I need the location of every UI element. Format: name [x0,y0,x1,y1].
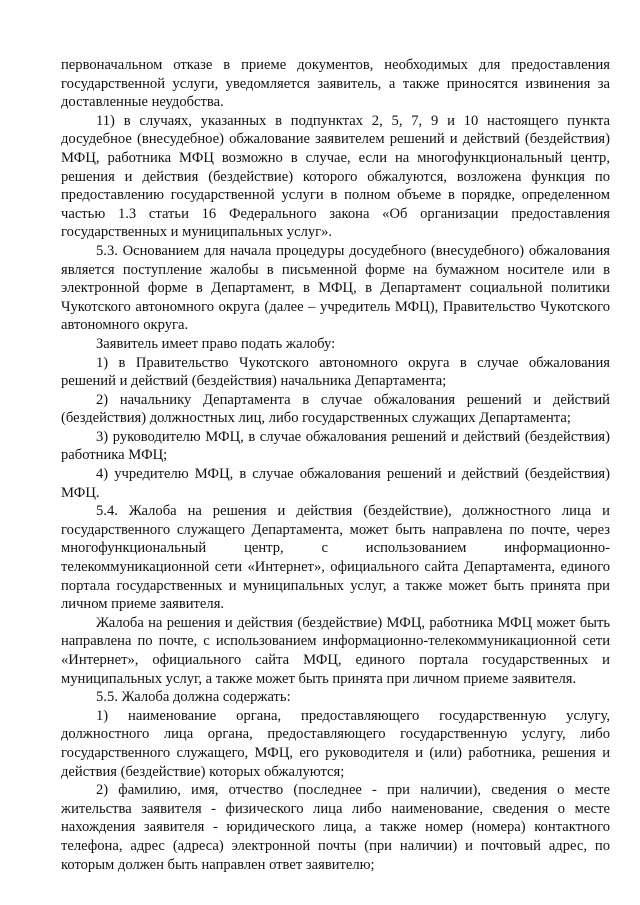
paragraph-list-item-2: 2) начальнику Департамента в случае обжалования решений и действий (бездействия) должностных лиц, либо государственных служащих Департамента; [61,391,610,427]
paragraph-item-11: 11) в случаях, указанных в подпунктах 2, 5, 7, 9 и 10 настоящего пункта досудебное (внесудебное) обжалование заявителем решений и действий (бездействия) МФЦ, работника МФЦ возможно в случае, если на многофункциональный центр, решения и действия (бездействие) которого обжалуются, возложена функция по предоставлению государственной услуги в полном объеме в порядке, определенном частью 1.3 статьи 16 Федерального закона «Об организации предоставления государственных и муниципальных услуг». [61,112,610,241]
paragraph-content-item-1: 1) наименование органа, предоставляющего государственную услугу, должностного лица органа, предоставляющего государственную услугу, либо государственного служащего, МФЦ, его руководителя и (или) работника, решения и действия (бездействие) которых обжалуются; [61,707,610,780]
paragraph-list-item-1: 1) в Правительство Чукотского автономного округа в случае обжалования решений и действий (бездействия) начальника Департамента; [61,354,610,390]
document-page [61,56,610,874]
paragraph-right-to-complain: Заявитель имеет право подать жалобу: [96,335,336,352]
paragraph-content-item-2: 2) фамилию, имя, отчество (последнее - при наличии), сведения о месте жительства заявителя - физического лица либо наименование, сведения о месте нахождения заявителя - юридического лица, а также номер (номера) контактного телефона, адрес (адреса) электронной почты (при наличии) и почтовый адрес, по которым должен быть направлен ответ заявителю; [61,782,610,873]
paragraph-5-4: 5.4. Жалоба на решения и действия (бездействие), должностного лица и государственного служащего Департамента, может быть направлена по почте, через многофункциональный центр, с использованием информационно-телекоммуникационной сети «Интернет», официального сайта Департамента, единого портала государственных и муниципальных услуг, а также может быть принята при личном приеме заявителя. [61,503,610,613]
paragraph-5-3: 5.3. Основанием для начала процедуры досудебного (внесудебного) обжалования является поступление жалобы в письменной форме на бумажном носителе или в электронной форме в Департамент, в МФЦ, в Департамент социальной политики Чукотского автономного округа (далее – учредитель МФЦ), Правительство Чукотского автономного округа. [61,242,610,334]
paragraph-list-item-3: 3) руководителю МФЦ, в случае обжалования решений и действий (бездействия) работника МФЦ; [61,428,610,464]
paragraph-5-5: 5.5. Жалоба должна содержать: [96,689,291,706]
paragraph-refusal-notice: первоначальном отказе в приеме документов, необходимых для предоставления государственной услуги, уведомляется заявитель, а также приносятся извинения за доставленные неудобства. [61,57,610,111]
paragraph-mfc-complaint: Жалоба на решения и действия (бездействие) МФЦ, работника МФЦ может быть направлена по почте, с использованием информационно-телекоммуникационной сети «Интернет», официального сайта МФЦ, единого портала государственных и муниципальных услуг, а также может быть принята при личном приеме заявителя. [61,614,610,687]
paragraph-list-item-4: 4) учредителю МФЦ, в случае обжалования решений и действий (бездействия) МФЦ. [61,466,610,501]
